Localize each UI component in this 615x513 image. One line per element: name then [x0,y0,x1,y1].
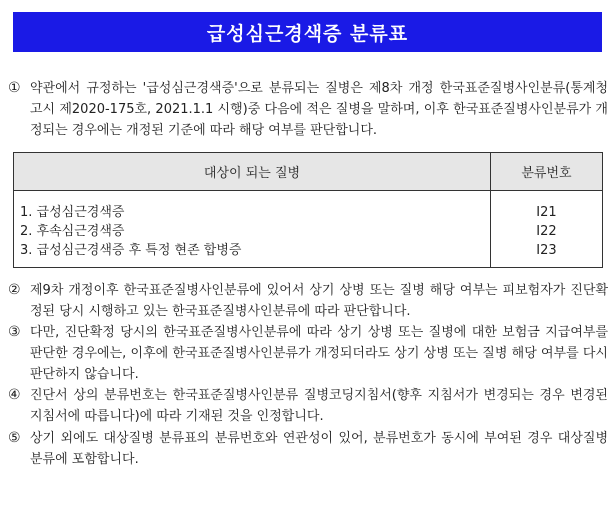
note-marker: ⑤ [8,430,21,446]
disease-name: 1. 급성심근경색증 [20,205,125,220]
note-marker: ④ [8,387,21,403]
disease-name: 2. 후속심근경색증 [20,224,125,239]
table-header [14,153,602,191]
header-code: 분류번호 [521,166,572,181]
note-text: 약관에서 규정하는 '급성심근경색증'으로 분류되는 질병은 제8차 개정 한국표준질병사인분류(통계청 고시 제2020-175호, 2021.1.1 시행)중 다음에 적은 질병을 말하며, 이후 한국표준질병사인분류가 개정되는 경우에는 개정된 기준에 따라 해당 여부를 판단합니다. [30,81,608,138]
note-marker: ③ [8,324,21,340]
note-5 [8,428,608,470]
disease-name: 3. 급성심근경색증 후 특정 현존 합병증 [20,243,242,258]
code-column [491,191,602,268]
disease-code: I21 [536,205,557,220]
note-text: 상기 외에도 대상질병 분류표의 분류번호와 연관성이 있어, 분류번호가 동시에 부여된 경우 대상질병 분류에 포함합니다. [30,431,608,467]
note-text: 진단서 상의 분류번호는 한국표준질병사인분류 질병코딩지침서(향후 지침서가 변경되는 경우 변경된 지침서에 따릅니다)에 따라 기재된 것을 인정합니다. [30,388,608,424]
note-1 [8,78,608,141]
page-title: 급성심근경색증 분류표 [13,12,602,52]
table-body [14,191,602,268]
header-disease: 대상이 되는 질병 [14,153,491,190]
classification-table [13,152,603,268]
disease-column [14,191,491,268]
note-2 [8,280,608,322]
disease-code: I22 [536,224,557,239]
note-marker: ② [8,282,21,298]
disease-code: I23 [536,243,557,258]
note-3 [8,322,608,385]
note-4 [8,385,608,427]
note-text: 다만, 진단확정 당시의 한국표준질병사인분류에 따라 상기 상병 또는 질병에 대한 보험금 지급여부를 판단한 경우에는, 이후에 한국표준질병사인분류가 개정되더라도 상기 상병 또는 질병 해당 여부를 다시 판단하지 않습니다. [30,325,608,382]
note-text: 제9차 개정이후 한국표준질병사인분류에 있어서 상기 상병 또는 질병 해당 여부는 피보험자가 진단확정된 당시 시행하고 있는 한국표준질병사인분류에 따라 판단합니다. [30,283,608,319]
note-marker: ① [8,80,21,96]
